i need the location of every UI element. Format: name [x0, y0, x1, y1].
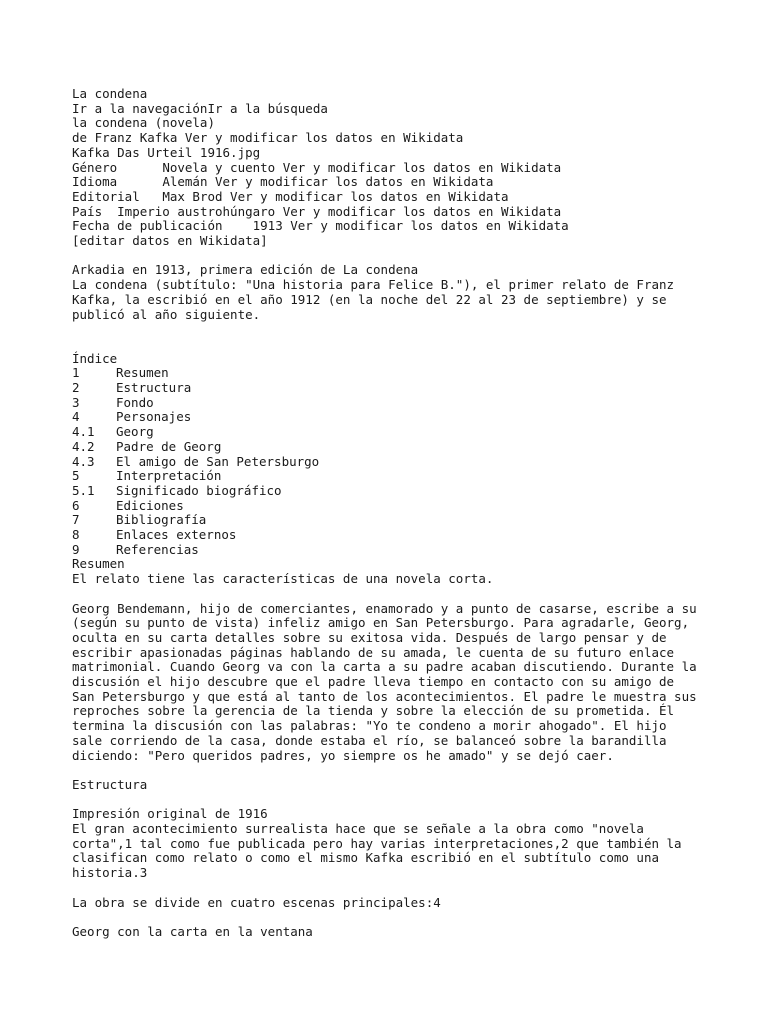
image-caption: Arkadia en 1913, primera edición de La condena	[72, 262, 419, 278]
infobox-row-country	[72, 205, 702, 220]
scene-item: Georg con la carta en la ventana	[72, 923, 313, 939]
infobox-row-genre	[72, 161, 702, 176]
disambiguation-note: la condena (novela)	[72, 115, 215, 131]
infobox-value: Imperio austrohúngaro Ver y modificar los datos en Wikidata	[117, 203, 562, 219]
resumen-paragraph: Georg Bendemann, hijo de comerciantes, enamorado y a punto de casarse, escribe a su (según su punto de vista) infeliz amigo en San Petersburgo. Para agradarle, Georg, oculta en su carta detalles sobre su exitosa vida. Después de largo pensar y de escribir apasionadas páginas hablando de su amada, le cuenta de su futuro enlace matrimonial. Cuando Georg va con la carta a su padre acaban discutiendo. Durante la discusión el hijo descubre que el padre lleva tiempo en contacto con su amigo de San Petersburgo y que está al tanto de los acontecimientos. El padre le muestra sus reproches sobre la gerencia de la tienda y sobre la elección de su prometida. Él termina la discusión con las palabras: "Yo te condeno a morir ahogado". El hijo sale corriendo de la casa, donde estaba el río, se balanceó sobre la barandilla diciendo: "Pero queridos padres, yo siempre os he amado" y se dejó caer.	[72, 600, 697, 763]
document-body	[72, 87, 702, 940]
infobox-value: 1913 Ver y modificar los datos en Wikidata	[252, 218, 569, 234]
infobox-label: Editorial	[72, 188, 163, 204]
toc-item[interactable]: 5.1 Significado biográfico	[72, 482, 282, 498]
estructura-paragraph: El gran acontecimiento surrealista hace que se señale a la obra como "novela corta",1 tal como fue publicada pero hay varias interpretaciones,2 que también la clasifican como relato o como el mismo Kafka escribió en el subtítulo como una historia.3	[72, 821, 682, 881]
intro-line-2: Kafka, la escribió en el año 1912 (en la noche del 22 al 23 de septiembre) y se	[72, 291, 667, 307]
skip-links[interactable]: Ir a la navegaciónIr a la búsqueda	[72, 100, 328, 116]
toc-item[interactable]: 4 Personajes	[72, 409, 192, 425]
page-title: La condena	[72, 86, 148, 101]
edit-wikidata-link[interactable]: [editar datos en Wikidata]	[72, 233, 268, 249]
resumen-intro: El relato tiene las características de una novela corta.	[72, 571, 494, 587]
intro-line-1: La condena (subtítulo: "Una historia para Felice B."), el primer relato de Franz	[72, 277, 675, 293]
table-of-contents	[72, 366, 702, 557]
infobox-label: Género	[72, 159, 163, 175]
toc-item[interactable]: 4.3 El amigo de San Petersburgo	[72, 453, 320, 469]
toc-item[interactable]: 7 Bibliografía	[72, 512, 207, 528]
section-heading-resumen: Resumen	[72, 556, 125, 572]
toc-item[interactable]: 5 Interpretación	[72, 468, 222, 484]
toc-item[interactable]: 3 Fondo	[72, 394, 154, 410]
infobox-image-caption: Kafka Das Urteil 1916.jpg	[72, 144, 261, 160]
infobox-label: Idioma	[72, 174, 163, 190]
toc-item[interactable]: 8 Enlaces externos	[72, 527, 237, 543]
author-line[interactable]: de Franz Kafka Ver y modificar los datos en Wikidata	[72, 130, 464, 146]
toc-item[interactable]: 4.2 Padre de Georg	[72, 438, 222, 454]
toc-item[interactable]: 4.1 Georg	[72, 424, 154, 440]
infobox-label: Fecha de publicación	[72, 218, 253, 234]
toc-heading: Índice	[72, 350, 118, 366]
infobox-row-language	[72, 175, 702, 190]
toc-item[interactable]: 9 Referencias	[72, 541, 199, 557]
infobox-value: Novela y cuento Ver y modificar los datos en Wikidata	[162, 159, 562, 175]
infobox-row-date	[72, 219, 702, 234]
infobox-label: País	[72, 203, 118, 219]
section-heading-estructura: Estructura	[72, 776, 148, 792]
infobox-row-editorial	[72, 190, 702, 205]
intro-line-3: publicó al año siguiente.	[72, 306, 261, 322]
toc-item[interactable]: 2 Estructura	[72, 380, 192, 396]
infobox-value: Alemán Ver y modificar los datos en Wikidata	[162, 174, 494, 190]
infobox-value: Max Brod Ver y modificar los datos en Wikidata	[162, 188, 509, 204]
scenes-intro: La obra se divide en cuatro escenas principales:4	[72, 894, 441, 910]
image-caption-1916: Impresión original de 1916	[72, 806, 268, 822]
toc-item[interactable]: 1 Resumen	[72, 365, 169, 381]
toc-item[interactable]: 6 Ediciones	[72, 497, 184, 513]
